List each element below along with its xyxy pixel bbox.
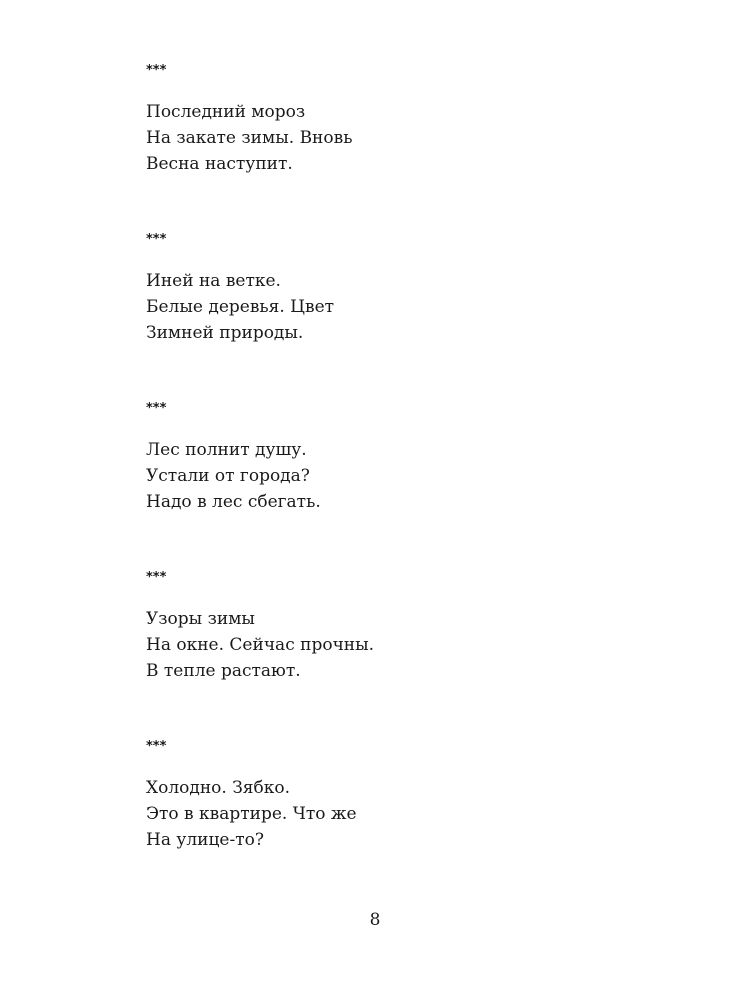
poem-line: Весна наступит. bbox=[146, 154, 293, 174]
poem-text bbox=[146, 437, 666, 515]
poem-5 bbox=[146, 740, 666, 853]
poem-text bbox=[146, 606, 666, 684]
poem-1 bbox=[146, 64, 666, 177]
poem-line: На окне. Сейчас прочны. bbox=[146, 635, 375, 655]
poem-separator: *** bbox=[146, 401, 167, 416]
poem-text bbox=[146, 99, 666, 177]
poem-line: Последний мороз bbox=[146, 102, 306, 122]
poem-2 bbox=[146, 233, 666, 346]
poem-line: На улице-то? bbox=[146, 830, 264, 850]
poem-line: Зимней природы. bbox=[146, 323, 304, 343]
poem-line: Устали от города? bbox=[146, 466, 310, 486]
poem-line: Белые деревья. Цвет bbox=[146, 297, 335, 317]
poem-line: Узоры зимы bbox=[146, 609, 255, 629]
poem-separator: *** bbox=[146, 63, 167, 78]
poem-line: В тепле растают. bbox=[146, 661, 301, 681]
poem-text bbox=[146, 775, 666, 853]
poem-separator: *** bbox=[146, 570, 167, 585]
poem-line: Иней на ветке. bbox=[146, 271, 281, 291]
poem-text bbox=[146, 268, 666, 346]
poem-line: Надо в лес сбегать. bbox=[146, 492, 321, 512]
poem-separator: *** bbox=[146, 739, 167, 754]
poem-4 bbox=[146, 571, 666, 684]
poem-line: Лес полнит душу. bbox=[146, 440, 307, 460]
poem-line: На закате зимы. Вновь bbox=[146, 128, 353, 148]
poem-line: Холодно. Зябко. bbox=[146, 778, 291, 798]
poem-line: Это в квартире. Что же bbox=[146, 804, 357, 824]
poem-3 bbox=[146, 402, 666, 515]
poem-separator: *** bbox=[146, 232, 167, 247]
page-number: 8 bbox=[369, 910, 381, 930]
